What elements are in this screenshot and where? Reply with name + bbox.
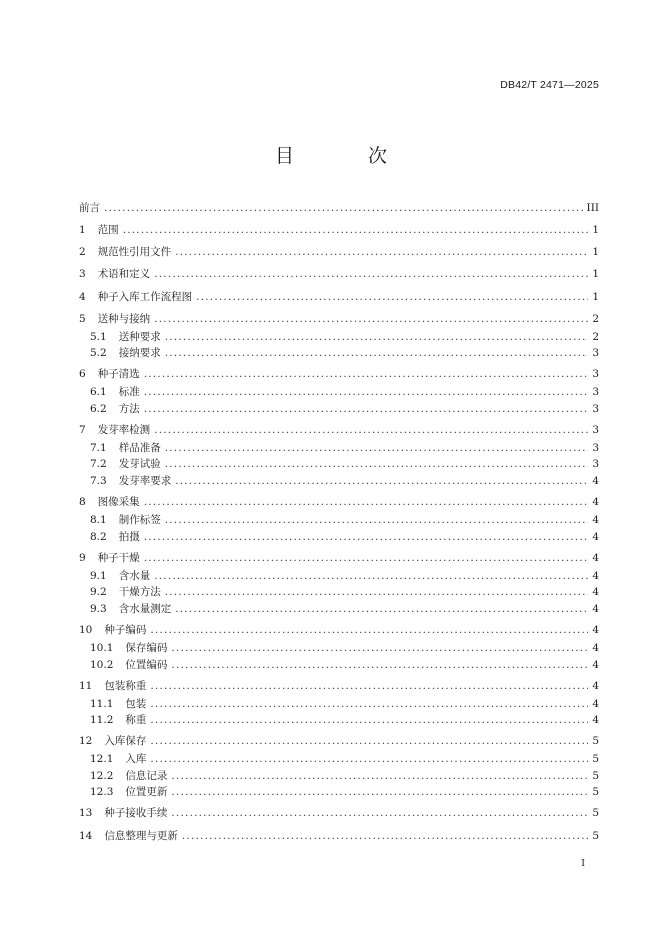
toc-entry-number: 7.3	[90, 475, 107, 487]
toc-entry-number: 12.2	[90, 770, 114, 782]
dot-leader	[144, 529, 589, 545]
toc-entry-number: 11.1	[90, 698, 114, 710]
toc-entry-label: 方法	[118, 403, 140, 415]
toc-entry[interactable]	[79, 494, 599, 510]
toc-entry-number: 1	[79, 224, 86, 236]
toc-subentry[interactable]	[90, 384, 599, 400]
dot-leader	[150, 678, 588, 694]
toc-entry[interactable]	[79, 244, 599, 260]
toc-entry-number: 6.2	[90, 403, 107, 415]
toc-entry-number: 6.1	[90, 386, 107, 398]
toc-entry-label: 标准	[118, 386, 140, 398]
toc-subentry[interactable]	[90, 473, 599, 489]
toc-subentry[interactable]	[90, 401, 599, 417]
dot-leader	[165, 584, 589, 600]
toc-entry-number: 12.3	[90, 786, 114, 798]
dot-leader	[144, 494, 589, 510]
toc-entry-page: 3	[592, 442, 599, 454]
toc-subentry[interactable]	[90, 784, 599, 800]
dot-leader	[150, 751, 588, 767]
toc-entry-label: 信息记录	[125, 770, 168, 782]
dot-leader	[175, 473, 588, 489]
toc-entry-label: 保存编码	[125, 642, 168, 654]
toc-subentry[interactable]	[90, 657, 599, 673]
toc-entry-label: 发芽率检测	[97, 424, 151, 436]
toc-subentry[interactable]	[90, 512, 599, 528]
dot-leader	[165, 440, 589, 456]
toc-entry[interactable]	[79, 200, 599, 216]
toc-subentry[interactable]	[90, 640, 599, 656]
dot-leader	[165, 456, 589, 472]
toc-entry-page: 4	[592, 570, 599, 582]
dot-leader	[144, 550, 589, 566]
toc-entry-number: 6	[79, 368, 86, 380]
dot-leader	[144, 384, 589, 400]
toc-entry-label: 干燥方法	[118, 586, 161, 598]
toc-subentry[interactable]	[90, 601, 599, 617]
toc-subentry[interactable]	[90, 456, 599, 472]
toc-entry-number: 12.1	[90, 753, 114, 765]
toc-entry-page: 5	[592, 807, 599, 819]
toc-entry-page: 2	[592, 331, 599, 343]
toc-entry-label: 前言	[79, 202, 100, 214]
toc-entry-label: 含水量测定	[118, 603, 172, 615]
toc-entry-label: 规范性引用文件	[97, 246, 172, 258]
document-code: DB42/T 2471—2025	[500, 79, 599, 91]
toc-entry-label: 信息整理与更新	[104, 830, 178, 842]
toc-entry-number: 13	[79, 807, 93, 819]
toc-entry-label: 发芽试验	[118, 458, 161, 470]
toc-entry-page: 3	[592, 458, 599, 470]
toc-entry-label: 术语和定义	[97, 268, 151, 280]
toc-entry[interactable]	[79, 266, 599, 282]
dot-leader	[123, 222, 589, 238]
toc-entry-page: 5	[592, 830, 599, 842]
toc-entry-label: 入库	[125, 753, 147, 765]
toc-entry-page: 4	[592, 586, 599, 598]
toc-entry-label: 图像采集	[97, 496, 140, 508]
toc-entry-page: 4	[592, 552, 599, 564]
dot-leader	[165, 345, 589, 361]
dot-leader	[154, 422, 588, 438]
toc-entry-page: 5	[592, 753, 599, 765]
toc-entry-page: 1	[592, 224, 599, 236]
toc-entry-page: 4	[592, 698, 599, 710]
toc-entry-page: 3	[592, 368, 599, 380]
toc-entry-page: 4	[592, 475, 599, 487]
toc-entry-label: 样品准备	[118, 442, 161, 454]
toc-subentry[interactable]	[90, 584, 599, 600]
toc-entry-label: 称重	[125, 714, 147, 726]
page-number: I	[581, 858, 585, 869]
toc-entry-number: 5.2	[90, 347, 107, 359]
dot-leader	[171, 768, 588, 784]
toc-subentry[interactable]	[90, 696, 599, 712]
toc-entry-number: 9.2	[90, 586, 107, 598]
page-title: 目 次	[274, 145, 422, 167]
toc-entry-page: 2	[592, 313, 599, 325]
dot-leader	[175, 601, 588, 617]
toc-subentry[interactable]	[90, 329, 599, 345]
toc-entry-label: 送种与接纳	[97, 313, 151, 325]
toc-entry[interactable]	[79, 805, 599, 821]
toc-entry-label: 发芽率要求	[118, 475, 172, 487]
dot-leader	[154, 311, 588, 327]
toc-entry-number: 10.1	[90, 642, 114, 654]
toc-entry-page: 4	[592, 642, 599, 654]
toc-entry[interactable]	[79, 289, 599, 305]
toc-entry-number: 5	[79, 313, 86, 325]
toc-entry-label: 拍摄	[118, 531, 140, 543]
toc-entry-page: 3	[592, 403, 599, 415]
dot-leader	[171, 657, 588, 673]
toc-entry-label: 种子编码	[104, 624, 147, 636]
toc-entry-page: III	[586, 202, 599, 214]
toc-entry-label: 范围	[97, 224, 119, 236]
dot-leader	[171, 805, 588, 821]
toc-entry[interactable]	[79, 678, 599, 694]
toc-entry-page: 3	[592, 386, 599, 398]
toc-subentry[interactable]	[90, 568, 599, 584]
dot-leader	[175, 244, 588, 260]
toc-entry[interactable]	[79, 422, 599, 438]
toc-subentry[interactable]	[90, 751, 599, 767]
toc-entry-number: 9.1	[90, 570, 107, 582]
toc-entry-page: 4	[592, 680, 599, 692]
dot-leader	[171, 640, 588, 656]
toc-entry-label: 种子接收手续	[104, 807, 168, 819]
toc-entry-label: 含水量	[118, 570, 151, 582]
toc-entry-label: 送种要求	[118, 331, 161, 343]
toc-entry-number: 7	[79, 424, 86, 436]
toc-entry[interactable]	[79, 828, 599, 844]
toc-entry-label: 种子入库工作流程图	[97, 291, 193, 303]
toc-subentry[interactable]	[90, 768, 599, 784]
toc-entry-page: 4	[592, 531, 599, 543]
toc-entry-number: 7.2	[90, 458, 107, 470]
toc-entry-page: 3	[592, 347, 599, 359]
dot-leader	[150, 712, 588, 728]
dot-leader	[150, 622, 588, 638]
toc-entry-label: 入库保存	[104, 735, 147, 747]
toc-entry-number: 3	[79, 268, 86, 280]
toc-entry-number: 10.2	[90, 659, 114, 671]
toc-subentry[interactable]	[90, 529, 599, 545]
toc-entry-page: 1	[592, 246, 599, 258]
toc-entry-number: 2	[79, 246, 86, 258]
toc-entry[interactable]	[79, 733, 599, 749]
toc-entry-label: 包装称重	[104, 680, 147, 692]
toc-entry-page: 4	[592, 624, 599, 636]
toc-entry-page: 5	[592, 786, 599, 798]
toc-entry-number: 8	[79, 496, 86, 508]
toc-entry-number: 11.2	[90, 714, 114, 726]
toc-entry-number: 8.2	[90, 531, 107, 543]
toc-entry-page: 5	[592, 770, 599, 782]
toc-entry-number: 11	[79, 680, 93, 692]
toc-entry-page: 4	[592, 496, 599, 508]
toc-entry-number: 7.1	[90, 442, 107, 454]
toc-entry-label: 制作标签	[118, 514, 161, 526]
toc-entry-number: 14	[79, 830, 93, 842]
dot-leader	[150, 733, 588, 749]
dot-leader	[144, 366, 589, 382]
toc-entry-number: 5.1	[90, 331, 107, 343]
toc-entry-number: 4	[79, 291, 86, 303]
toc-entry-number: 9.3	[90, 603, 107, 615]
toc-entry[interactable]	[79, 622, 599, 638]
dot-leader	[144, 401, 589, 417]
toc-entry-page: 5	[592, 735, 599, 747]
toc-subentry[interactable]	[90, 345, 599, 361]
dot-leader	[154, 266, 588, 282]
toc-entry-page: 4	[592, 714, 599, 726]
toc-entry-number: 10	[79, 624, 93, 636]
toc-entry-number: 12	[79, 735, 93, 747]
dot-leader	[196, 289, 588, 305]
dot-leader	[154, 568, 588, 584]
toc-entry-number: 8.1	[90, 514, 107, 526]
toc-entry[interactable]	[79, 550, 599, 566]
toc-entry-number: 9	[79, 552, 86, 564]
dot-leader	[150, 696, 588, 712]
toc-entry[interactable]	[79, 366, 599, 382]
dot-leader	[165, 329, 589, 345]
dot-leader	[165, 512, 589, 528]
toc-entry-page: 1	[592, 268, 599, 280]
dot-leader	[182, 828, 588, 844]
toc-entry-label: 种子干燥	[97, 552, 140, 564]
toc-subentry[interactable]	[90, 440, 599, 456]
toc-entry-page: 4	[592, 603, 599, 615]
toc-entry-label: 包装	[125, 698, 147, 710]
toc-subentry[interactable]	[90, 712, 599, 728]
toc-entry-label: 种子清选	[97, 368, 140, 380]
toc-entry-page: 3	[592, 424, 599, 436]
dot-leader	[104, 200, 583, 216]
toc-entry[interactable]	[79, 222, 599, 238]
toc-entry-page: 1	[592, 291, 599, 303]
toc-entry-page: 4	[592, 659, 599, 671]
toc-entry-label: 位置编码	[125, 659, 168, 671]
toc-entry-label: 接纳要求	[118, 347, 161, 359]
dot-leader	[171, 784, 588, 800]
toc-entry[interactable]	[79, 311, 599, 327]
toc-entry-page: 4	[592, 514, 599, 526]
toc-entry-label: 位置更新	[125, 786, 168, 798]
